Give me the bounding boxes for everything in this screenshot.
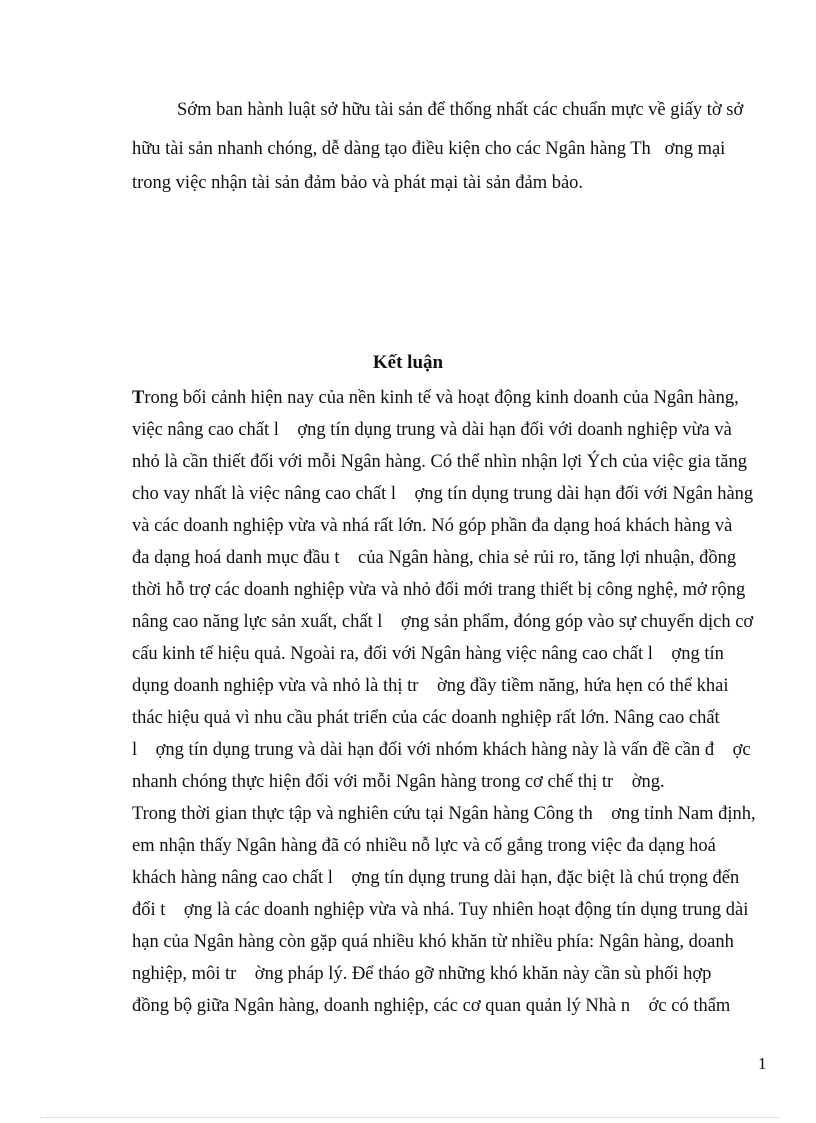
conclusion-paragraph-a-line: thời hỗ trợ các doanh nghiệp vừa và nhỏ đổi mới trang thiết bị công nghệ, mở rộng (132, 580, 746, 600)
conclusion-paragraph-b-line: khách hàng nâng cao chất l ợng tín dụng trung dài hạn, đặc biệt là chú trọng đến (132, 868, 740, 888)
conclusion-paragraph-a-line: và các doanh nghiệp vừa và nhá rất lớn. Nó góp phần đa dạng hoá khách hàng và (132, 516, 733, 536)
conclusion-paragraph-b-line: hạn của Ngân hàng còn gặp quá nhiều khó khăn từ nhiều phía: Ngân hàng, doanh (132, 932, 734, 952)
conclusion-paragraph-a-line: nhanh chóng thực hiện đối với mỗi Ngân hàng trong cơ chế thị tr ờng. (132, 772, 665, 792)
conclusion-paragraph-a-line: nhỏ là cần thiết đối với mỗi Ngân hàng. Có thể nhìn nhận lợi Ých của việc gia tăng (132, 452, 748, 472)
paragraph-1-line-2: hữu tài sản nhanh chóng, dễ dàng tạo điều kiện cho các Ngân hàng Th ơng mại (132, 139, 726, 159)
conclusion-paragraph-a-line: cấu kinh tế hiệu quả. Ngoài ra, đối với Ngân hàng việc nâng cao chất l ợng tín (132, 644, 724, 664)
conclusion-paragraph-a-line: thác hiệu quả vì nhu cầu phát triển của các doanh nghiệp rất lớn. Nâng cao chất (132, 708, 720, 728)
conclusion-paragraph-a-line: dụng doanh nghiệp vừa và nhỏ là thị tr ờng đầy tiềm năng, hứa hẹn có thể khai (132, 676, 729, 696)
conclusion-paragraph-b-line: nghiệp, môi tr ờng pháp lý. Để tháo gỡ những khó khăn này cần sù phối hợp (132, 964, 712, 984)
conclusion-paragraph-a-line: việc nâng cao chất l ợng tín dụng trung và dài hạn đối với doanh nghiệp vừa và (132, 420, 732, 440)
conclusion-paragraph-a-line: đa dạng hoá danh mục đầu t của Ngân hàng, chia sẻ rủi ro, tăng lợi nhuận, đồng (132, 548, 737, 568)
conclusion-paragraph-b-line-1: Trong thời gian thực tập và nghiên cứu tại Ngân hàng Công th ơng tỉnh Nam định, (132, 804, 756, 824)
page-number: 1 (758, 1054, 767, 1073)
conclusion-paragraph-b-line: đối t ợng là các doanh nghiệp vừa và nhá. Tuy nhiên hoạt động tín dụng trung dài (132, 900, 749, 920)
conclusion-heading: Kết luận (372, 352, 444, 373)
paragraph-1-line-1: Sớm ban hành luật sở hữu tài sản để thống nhất các chuẩn mực về giấy tờ sở (177, 100, 744, 120)
conclusion-paragraph-a-line: nâng cao năng lực sản xuất, chất l ợng sản phẩm, đóng góp vào sự chuyển dịch cơ (132, 612, 754, 632)
bottom-divider (40, 1117, 780, 1118)
first-line-text: rong bối cảnh hiện nay của nền kinh tế và hoạt động kinh doanh của Ngân hàng, (144, 388, 739, 408)
conclusion-paragraph-b-line: đồng bộ giữa Ngân hàng, doanh nghiệp, các cơ quan quản lý Nhà n ớc có thẩm (132, 996, 731, 1016)
conclusion-paragraph-a-line-1 (132, 387, 739, 409)
conclusion-paragraph-b-line: em nhận thấy Ngân hàng đã có nhiều nỗ lực và cố gắng trong việc đa dạng hoá (132, 836, 716, 856)
drop-initial-letter: T (132, 388, 145, 408)
paragraph-1-line-3: trong việc nhận tài sản đảm bảo và phát mại tài sản đảm bảo. (132, 173, 584, 193)
conclusion-paragraph-a-line: l ợng tín dụng trung và dài hạn đối với nhóm khách hàng này là vấn đề cần đ ợc (132, 740, 751, 760)
conclusion-paragraph-a-line: cho vay nhất là việc nâng cao chất l ợng tín dụng trung dài hạn đối với Ngân hàng (132, 484, 754, 504)
